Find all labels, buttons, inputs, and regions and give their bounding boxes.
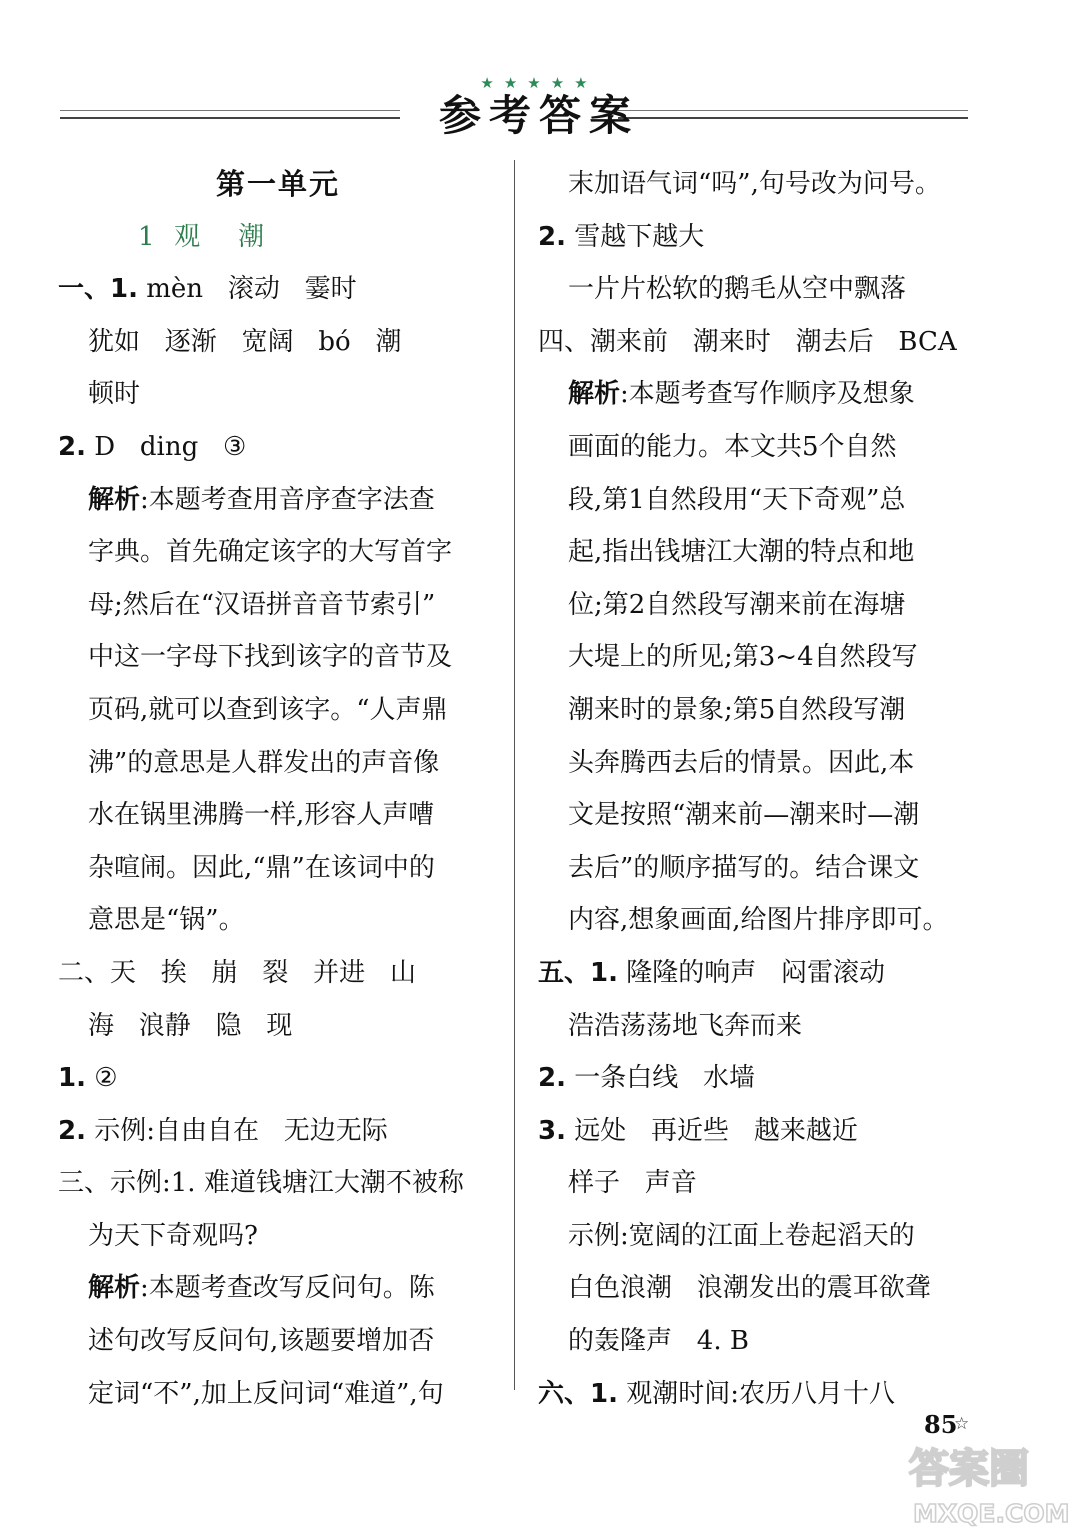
analysis-line xyxy=(538,842,978,895)
analysis-line xyxy=(58,526,498,579)
answer-line xyxy=(538,1262,978,1315)
line-text: 文是按照“潮来前—潮来时—潮 xyxy=(568,800,920,831)
left-column xyxy=(58,158,498,1420)
line-label: 1. xyxy=(58,1063,86,1094)
line-label: 2. xyxy=(58,1115,86,1146)
answer-line xyxy=(538,1368,978,1421)
analysis-line xyxy=(538,474,978,527)
line-label: 2. xyxy=(538,1063,566,1094)
analysis-line xyxy=(58,631,498,684)
analysis-line xyxy=(538,894,978,947)
analysis-line xyxy=(538,421,978,474)
analysis-line xyxy=(58,579,498,632)
line-text: 的轰隆声 4. B xyxy=(568,1326,749,1357)
line-text: 示例:宽阔的江面上卷起滔天的 xyxy=(568,1220,915,1251)
answer-line xyxy=(538,1315,978,1368)
answer-line xyxy=(538,947,978,1000)
analysis-label: 解析 xyxy=(88,1273,141,1304)
line-label: 一、1. xyxy=(58,274,138,305)
line-label: 六、1. xyxy=(538,1378,618,1409)
line-text: 示例:自由自在 无边无际 xyxy=(85,1115,388,1146)
line-text: 隆隆的响声 闷雷滚动 xyxy=(617,957,886,988)
line-text: 页码,就可以查到该字。“人声鼎 xyxy=(88,694,448,725)
answer-line xyxy=(538,1052,978,1105)
unit-title: 第一单元 xyxy=(215,167,340,201)
decorative-stars: ★★★★★ xyxy=(480,74,598,92)
page-title: 参考答案 xyxy=(438,91,639,140)
line-text: 浩浩荡荡地飞奔而来 xyxy=(568,1010,803,1041)
analysis-label: 解析 xyxy=(568,379,621,410)
line-text: 画面的能力。本文共5个自然 xyxy=(568,431,897,462)
answer-line xyxy=(58,1210,498,1263)
line-text: 段,第1自然段用“天下奇观”总 xyxy=(568,484,906,515)
analysis-line xyxy=(58,789,498,842)
line-text: 位;第2自然段写潮来前在海塘 xyxy=(568,589,906,620)
analysis-line xyxy=(538,789,978,842)
star-icon: ☆ xyxy=(954,1414,970,1434)
answer-line xyxy=(538,263,978,316)
line-text: 述句改写反问句,该题要增加否 xyxy=(88,1326,435,1357)
line-text: 定词“不”,加上反问词“难道”,句 xyxy=(88,1378,444,1409)
analysis-line xyxy=(58,1315,498,1368)
answer-line xyxy=(538,316,978,369)
line-text: D ding ③ xyxy=(85,431,247,462)
answer-line xyxy=(58,316,498,369)
line-text: 海 浪静 隐 现 xyxy=(88,1010,293,1041)
line-text: 起,指出钱塘江大潮的特点和地 xyxy=(568,537,915,568)
analysis-line xyxy=(58,474,498,527)
answer-line xyxy=(58,1052,498,1105)
line-text: 沸”的意思是人群发出的声音像 xyxy=(88,747,440,778)
line-text: ② xyxy=(85,1063,118,1094)
answer-line xyxy=(538,1000,978,1053)
line-text: 字典。首先确定该字的大写首字 xyxy=(88,537,453,568)
line-text: 白色浪潮 浪潮发出的震耳欲聋 xyxy=(568,1273,931,1304)
line-text: 样子 声音 xyxy=(568,1168,697,1199)
line-text: 四、潮来前 潮来时 潮去后 BCA xyxy=(538,326,957,357)
answer-line xyxy=(58,421,498,474)
line-text: 观潮时间:农历八月十八 xyxy=(617,1378,895,1409)
analysis-line xyxy=(58,1368,498,1421)
analysis-line xyxy=(538,158,978,211)
line-text: :本题考查写作顺序及想象 xyxy=(620,379,915,410)
line-text: 杂喧闹。因此,“鼎”在该词中的 xyxy=(88,852,435,883)
line-text: 一片片松软的鹅毛从空中飘落 xyxy=(568,274,907,305)
analysis-line xyxy=(58,737,498,790)
watermark-text: 答案圈 xyxy=(909,1446,1029,1492)
line-text: 头奔腾西去后的情景。因此,本 xyxy=(568,747,915,778)
line-text: 一条白线 水墙 xyxy=(565,1063,756,1094)
answer-line xyxy=(58,1105,498,1158)
line-text: 潮来时的景象;第5自然段写潮 xyxy=(568,694,906,725)
line-label: 五、1. xyxy=(538,957,618,988)
watermark-url: MXQE.COM xyxy=(913,1499,1070,1528)
answer-line xyxy=(58,368,498,421)
page-number: 85 xyxy=(924,1410,958,1439)
line-text: 远处 再近些 越来越近 xyxy=(565,1115,858,1146)
line-text: 末加语气词“吗”,句号改为问号。 xyxy=(568,169,941,199)
analysis-line xyxy=(58,894,498,947)
line-text: 二、天 挨 崩 裂 并进 山 xyxy=(58,957,416,988)
answer-line xyxy=(538,1210,978,1263)
analysis-line xyxy=(538,579,978,632)
line-label: 3. xyxy=(538,1115,566,1146)
analysis-line xyxy=(538,737,978,790)
line-text: 母;然后在“汉语拼音音节索引” xyxy=(88,589,436,620)
analysis-line xyxy=(538,368,978,421)
line-text: mèn 滚动 霎时 xyxy=(137,274,357,305)
line-text: 雪越下越大 xyxy=(565,221,705,252)
analysis-line xyxy=(538,526,978,579)
answer-line xyxy=(58,1000,498,1053)
line-text: 犹如 逐渐 宽阔 bó 潮 xyxy=(88,326,402,357)
analysis-line xyxy=(538,684,978,737)
line-label: 2. xyxy=(58,431,86,462)
line-text: 去后”的顺序描写的。结合课文 xyxy=(568,852,920,883)
lesson-title: 1 观 潮 xyxy=(138,221,266,252)
right-column xyxy=(538,158,978,1420)
line-text: 中这一字母下找到该字的音节及 xyxy=(88,642,453,673)
line-text: 意思是“锅”。 xyxy=(88,905,245,936)
analysis-line xyxy=(58,1262,498,1315)
analysis-line xyxy=(58,684,498,737)
line-text: 大堤上的所见;第3~4自然段写 xyxy=(568,642,918,673)
answer-line xyxy=(58,263,498,316)
answer-line xyxy=(58,947,498,1000)
answer-line xyxy=(538,1105,978,1158)
line-text: :本题考查用音序查字法查 xyxy=(140,484,435,515)
line-text: 三、示例:1. 难道钱塘江大潮不被称 xyxy=(58,1168,464,1199)
answer-line xyxy=(58,1157,498,1210)
line-text: 顿时 xyxy=(88,379,141,410)
watermark-logo xyxy=(903,1430,1073,1530)
line-text: 为天下奇观吗? xyxy=(88,1220,258,1251)
line-label: 2. xyxy=(538,221,566,252)
line-text: :本题考查改写反问句。陈 xyxy=(140,1273,435,1304)
analysis-line xyxy=(538,631,978,684)
analysis-line xyxy=(58,842,498,895)
line-text: 内容,想象画面,给图片排序即可。 xyxy=(568,905,949,936)
analysis-label: 解析 xyxy=(88,484,141,515)
answer-line xyxy=(538,211,978,264)
line-text: 水在锅里沸腾一样,形容人声嘈 xyxy=(88,800,435,831)
column-divider xyxy=(514,160,515,1390)
answer-line xyxy=(538,1157,978,1210)
